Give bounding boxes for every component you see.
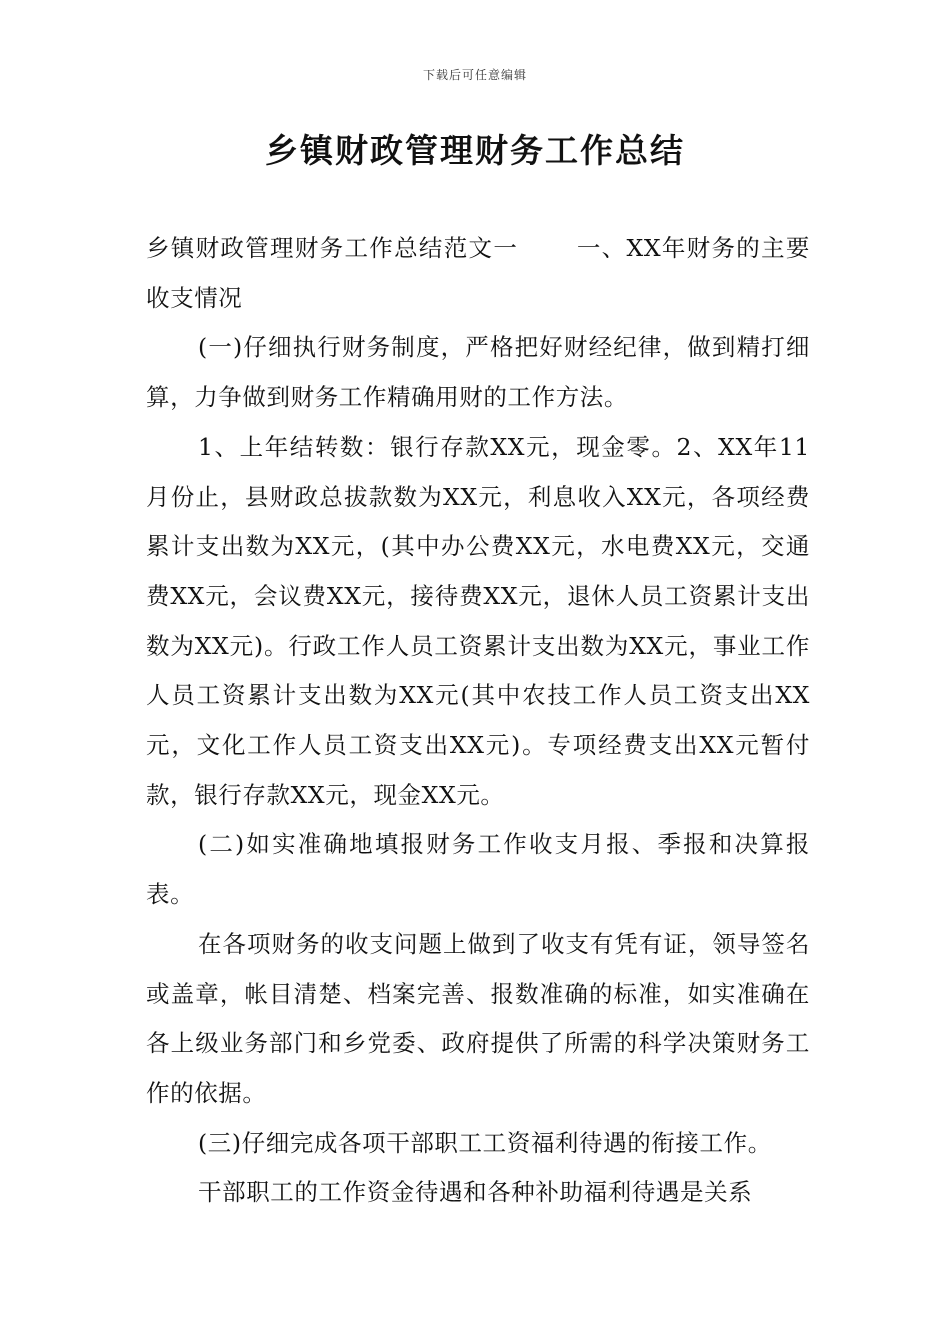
document-body [146, 224, 810, 1218]
header-note: 下载后可任意编辑 [422, 68, 527, 82]
paragraph: (三)仔细完成各项干部职工工资福利待遇的衔接工作。 [198, 1128, 772, 1157]
paragraph: 干部职工的工作资金待遇和各种补助福利待遇是关系 [198, 1178, 753, 1207]
paragraph: 1、上年结转数：银行存款XX元，现金零。2、XX年11月份止，县财政总拔款数为XX元，利息收入XX元，各项经费累计支出数为XX元，(其中办公费XX元，水电费XX元，交通费XX元，会议费XX元，接待费XX元，退休人员工资累计支出数为XX元)。行政工作人员工资累计支出数为XX元，事业工作人员工资累计支出数为XX元(其中农技工作人员工资支出XX元，文化工作人员工资支出XX元)。专项经费支出XX元暂付款，银行存款XX元，现金XX元。 [146, 432, 810, 809]
paragraph: (二)如实准确地填报财务工作收支月报、季报和决算报表。 [146, 830, 810, 909]
paragraph-intro [146, 224, 810, 323]
paragraph: 在各项财务的收支问题上做到了收支有凭有证，领导签名或盖章，帐目清楚、档案完善、报数准确的标准，如实准确在各上级业务部门和乡党委、政府提供了所需的科学决策财务工作的依据。 [146, 929, 810, 1107]
section-heading: 一、XX年财务的主要收支情况 [146, 234, 811, 312]
intro-heading: 乡镇财政管理财务工作总结范文一 [146, 234, 519, 262]
document-title: 乡镇财政管理财务工作总结 [265, 131, 685, 170]
paragraph: (一)仔细执行财务制度，严格把好财经纪律，做到精打细算，力争做到财务工作精确用财的工作方法。 [146, 333, 810, 412]
